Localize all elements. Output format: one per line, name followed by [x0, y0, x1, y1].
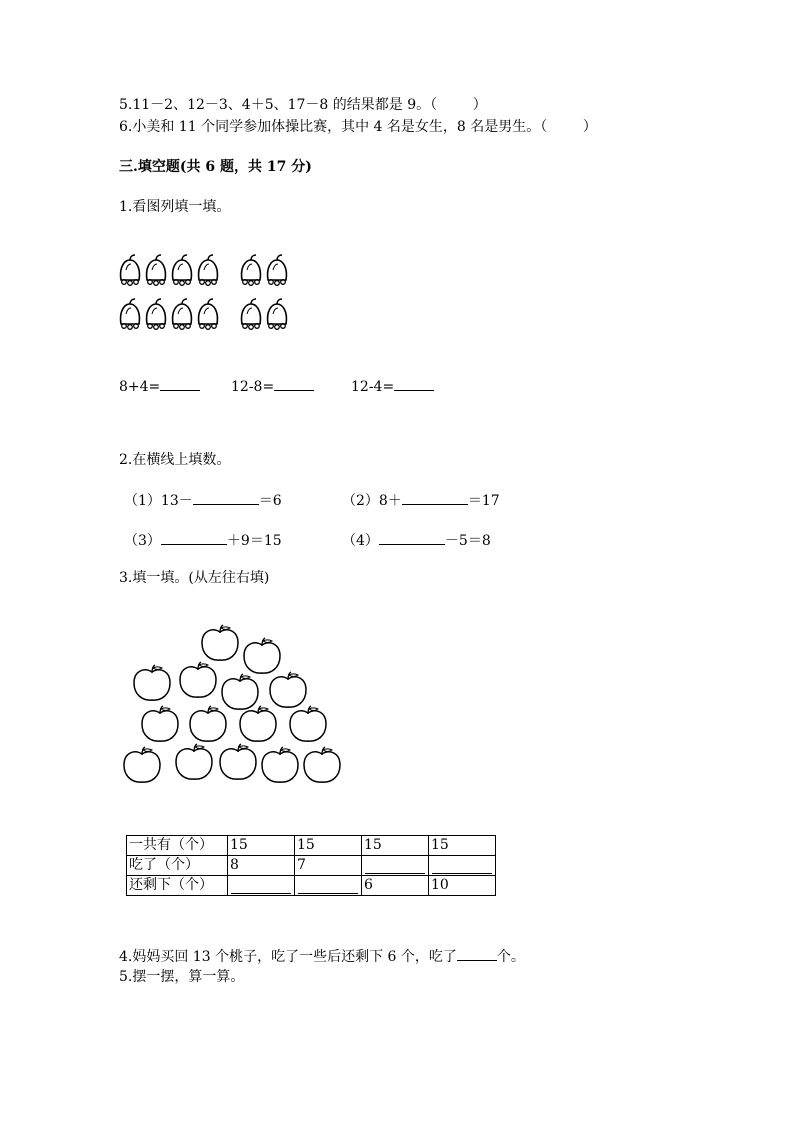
- section-title: 三.填空题(共 6 题，共 17 分): [119, 159, 312, 175]
- table-cell: 15: [429, 836, 496, 856]
- fill-blank-4[interactable]: [379, 530, 445, 545]
- equation-row-2: [231, 376, 314, 396]
- apple-table: [126, 835, 496, 896]
- fill-item-4: [342, 530, 491, 550]
- table-answer-cell[interactable]: [228, 876, 295, 896]
- equation-1: 8+4=: [119, 379, 161, 395]
- table-answer-cell[interactable]: [429, 856, 496, 876]
- table-cell: 6: [362, 876, 429, 896]
- answer-blank-2[interactable]: [274, 376, 314, 391]
- apple-row-3: [142, 706, 326, 741]
- question-4: [119, 946, 525, 966]
- fill-item-3-suffix: ＋9＝15: [226, 533, 282, 549]
- table-cell: 15: [228, 836, 295, 856]
- equation-3: 12-4=: [351, 379, 395, 395]
- question-5-prompt: 5.摆一摆，算一算。: [119, 969, 245, 985]
- table-blank[interactable]: [298, 877, 358, 894]
- equation-2: 12-8=: [231, 379, 275, 395]
- table-blank[interactable]: [432, 857, 492, 874]
- apples-picture: [118, 620, 350, 790]
- fill-item-1-prefix: （1）13－: [124, 493, 193, 509]
- bells-picture: [118, 248, 308, 334]
- bell-group-top-left: [121, 255, 218, 285]
- table-row: [127, 876, 496, 896]
- fill-item-1-suffix: ＝6: [258, 493, 282, 509]
- question-4-text: 4.妈妈买回 13 个桃子，吃了一些后还剩下 6 个，吃了: [119, 949, 457, 965]
- row-label-eaten: 吃了（个）: [127, 856, 228, 876]
- apple-row-1: [202, 625, 280, 673]
- fill-item-2: [342, 490, 500, 510]
- fill-item-4-suffix: －5＝8: [444, 533, 491, 549]
- table-cell: 7: [295, 856, 362, 876]
- table-cell: 15: [295, 836, 362, 856]
- fill-item-4-prefix: （4）: [342, 533, 379, 549]
- table-answer-cell[interactable]: [362, 856, 429, 876]
- fill-blank-2[interactable]: [402, 490, 468, 505]
- bell-group-bottom-right: [242, 299, 287, 329]
- question-4-blank[interactable]: [457, 946, 497, 961]
- equation-row-3: [351, 376, 434, 396]
- question-3-prompt: 3.填一填。(从左往右填): [119, 570, 270, 586]
- question-1-prompt: 1.看图列填一填。: [119, 199, 231, 215]
- row-label-remaining: 还剩下（个）: [127, 876, 228, 896]
- fill-item-1: [124, 490, 282, 510]
- table-row: [127, 856, 496, 876]
- fill-blank-3[interactable]: [161, 530, 227, 545]
- fill-item-2-suffix: ＝17: [467, 493, 500, 509]
- equation-row: [119, 376, 200, 396]
- table-cell: 15: [362, 836, 429, 856]
- fill-item-3: [124, 530, 282, 550]
- fill-item-2-prefix: （2）8＋: [342, 493, 402, 509]
- row-label-total: 一共有（个）: [127, 836, 228, 856]
- apple-row-2: [134, 662, 306, 709]
- fill-item-3-prefix: （3）: [124, 533, 161, 549]
- table-answer-cell[interactable]: [295, 876, 362, 896]
- fill-blank-1[interactable]: [193, 490, 259, 505]
- table-cell: 8: [228, 856, 295, 876]
- bell-group-bottom-left: [121, 299, 218, 329]
- table-blank[interactable]: [231, 877, 291, 894]
- bell-group-top-right: [242, 255, 287, 285]
- table-row: [127, 836, 496, 856]
- table-blank[interactable]: [365, 857, 425, 874]
- table-cell: 10: [429, 876, 496, 896]
- question-2-prompt: 2.在横线上填数。: [119, 452, 231, 468]
- question-4-suffix: 个。: [496, 949, 525, 965]
- judge-question-5: 5.11－2、12－3、4＋5、17－8 的结果都是 9。（ ）: [119, 97, 487, 113]
- judge-question-6: 6.小美和 11 个同学参加体操比赛，其中 4 名是女生，8 名是男生。（ ）: [119, 119, 597, 135]
- answer-blank-3[interactable]: [394, 376, 434, 391]
- answer-blank-1[interactable]: [160, 376, 200, 391]
- apple-row-4: [124, 744, 340, 782]
